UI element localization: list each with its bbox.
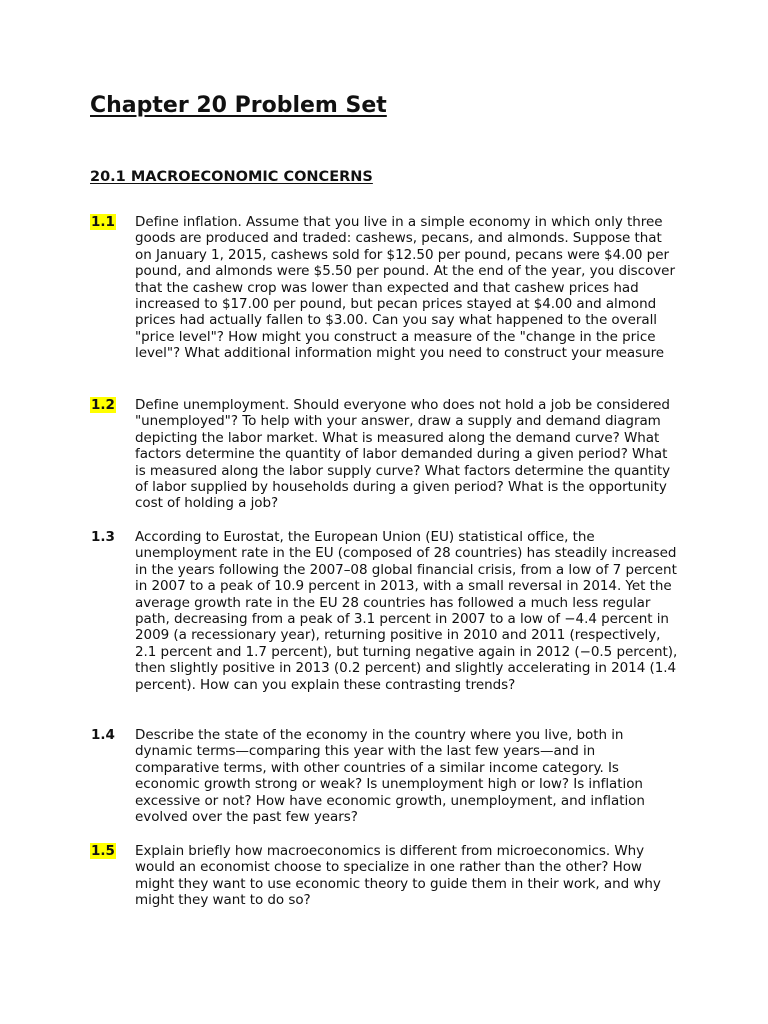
problem-text: Define unemployment. Should everyone who does not hold a job be considered "unemployed"? To help with your answer, draw a supply and demand diagram depicting the labor market. What is measured along the demand curve? What factors determine the quantity of labor demanded during a given period? What is measured along the labor supply curve? What factors determine the quantity of labor supplied by households during a given period? What is the opportunity cost of holding a job? <box>135 397 671 512</box>
problem-number: 1.2 <box>91 397 115 413</box>
section-heading: 20.1 MACROECONOMIC CONCERNS <box>90 169 373 185</box>
page-title: Chapter 20 Problem Set <box>90 93 387 118</box>
problem-number: 1.3 <box>91 529 115 545</box>
problem-text: Describe the state of the economy in the country where you live, both in dynamic terms—comparing this year with the last few years—and in comparative terms, with other countries of a similar income category. Is economic growth strong or weak? Is unemployment high or low? Is inflation excessive or not? How have economic growth, unemployment, and inflation evolved over the past few years? <box>135 727 645 826</box>
problem-text: According to Eurostat, the European Union (EU) statistical office, the unemployment rate in the EU (composed of 28 countries) has steadily increased in the years following the 2007–08 global financial crisis, from a low of 7 percent in 2007 to a peak of 10.9 percent in 2013, with a small reversal in 2014. Yet the average growth rate in the EU 28 countries has followed a much less regular path, decreasing from a peak of 3.1 percent in 2007 to a low of −4.4 percent in 2009 (a recessionary year), returning positive in 2010 and 2011 (respectively, 2.1 percent and 1.7 percent), but turning negative again in 2012 (−0.5 percent), then slightly positive in 2013 (0.2 percent) and slightly accelerating in 2014 (1.4 percent). How can you explain these contrasting trends? <box>135 529 678 693</box>
problem-number: 1.4 <box>91 727 115 743</box>
problem-text: Explain briefly how macroeconomics is different from microeconomics. Why would an economist choose to specialize in one rather than the other? How might they want to use economic theory to guide them in their work, and why might they want to do so? <box>135 843 661 909</box>
problem-text: Define inflation. Assume that you live in a simple economy in which only three goods are produced and traded: cashews, pecans, and almonds. Suppose that on January 1, 2015, cashews sold for $12.50 per pound, pecans were $4.00 per pound, and almonds were $5.50 per pound. At the end of the year, you discover that the cashew crop was lower than expected and that cashew prices had increased to $17.00 per pound, but pecan prices stayed at $4.00 and almond prices had actually fallen to $3.00. Can you say what happened to the overall "price level"? How might you construct a measure of the "change in the price level"? What additional information might you need to construct your measure <box>135 214 675 362</box>
problem-number: 1.5 <box>91 843 115 859</box>
problem-number: 1.1 <box>91 214 115 230</box>
